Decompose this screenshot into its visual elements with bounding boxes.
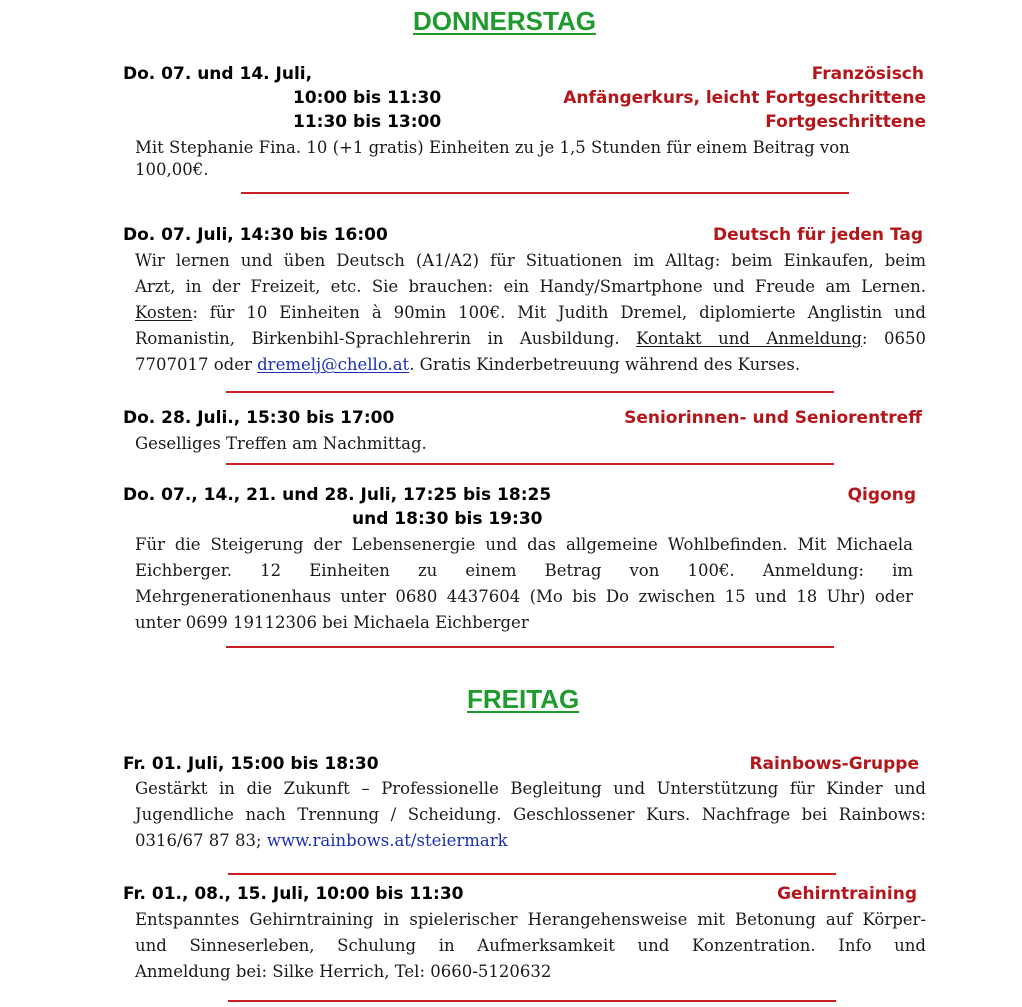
description-line: Mit Stephanie Fina. 10 (+1 gratis) Einheiten zu je 1,5 Stunden für einem Beitrag von <box>135 138 850 157</box>
event-date-rainbows: Fr. 01. Juli, 15:00 bis 18:30 <box>123 754 379 774</box>
description-line: Jugendliche nach Trennung / Scheidung. Geschlossener Kurs. Nachfrage bei Rainbows: <box>135 805 926 824</box>
text-span: : 0650 <box>861 329 926 348</box>
event-description-seniorentreff: Geselliges Treffen am Nachmittag. <box>135 434 427 453</box>
event-title-deutsch: Deutsch für jeden Tag <box>712 225 923 245</box>
event-date-franzoesisch: Do. 07. und 14. Juli, <box>123 64 313 84</box>
description-line: Gestärkt in die Zukunft – Professionelle Begleitung und Unterstützung für Kinder und <box>135 779 926 798</box>
description-line <box>135 352 926 378</box>
event-date-qigong: Do. 07., 14., 21. und 28. Juli, 17:25 bis 18:25 <box>123 485 552 505</box>
event-description-gehirntraining <box>135 907 926 985</box>
event-date-deutsch: Do. 07. Juli, 14:30 bis 16:00 <box>123 225 388 245</box>
kosten-text: : für 10 Einheiten à 90min 100€. Mit Judith Dremel, diplomierte Anglistin und <box>192 303 926 322</box>
rainbows-link[interactable]: www.rainbows.at/steiermark <box>266 831 508 850</box>
description-line <box>135 300 926 326</box>
separator-rule <box>226 463 834 465</box>
event-date-qigong-second: und 18:30 bis 19:30 <box>352 509 543 529</box>
event-level-beginner: Anfängerkurs, leicht Fortgeschrittene <box>563 88 926 108</box>
event-title-rainbows: Rainbows-Gruppe <box>749 754 919 774</box>
text-span: . Gratis Kinderbetreuung während des Kurses. <box>409 355 801 374</box>
separator-rule <box>241 192 849 194</box>
description-line: Anmeldung bei: Silke Herrich, Tel: 0660-5120632 <box>135 962 552 981</box>
event-title-qigong: Qigong <box>847 485 916 505</box>
event-date-gehirntraining: Fr. 01., 08., 15. Juli, 10:00 bis 11:30 <box>123 884 464 904</box>
event-description-qigong <box>135 532 913 636</box>
description-line: Für die Steigerung der Lebensenergie und das allgemeine Wohlbefinden. Mit Michaela <box>135 535 913 554</box>
section-heading-freitag: FREITAG <box>467 684 580 714</box>
description-line: Mehrgenerationenhaus unter 0680 4437604 (Mo bis Do zwischen 15 und 18 Uhr) oder <box>135 587 913 606</box>
text-span: Romanistin, Birkenbihl-Sprachlehrerin in Ausbildung. <box>135 329 637 348</box>
description-line <box>135 828 926 854</box>
description-line: Eichberger. 12 Einheiten zu einem Betrag von 100€. Anmeldung: im <box>135 561 913 580</box>
event-description-rainbows <box>135 776 926 854</box>
description-line: Entspanntes Gehirntraining in spielerischer Herangehensweise mit Betonung auf Körper- <box>135 910 926 929</box>
separator-rule <box>226 646 834 648</box>
kontakt-label: Kontakt und Anmeldung <box>636 329 862 348</box>
separator-rule <box>228 1000 836 1002</box>
kosten-label: Kosten <box>135 303 193 322</box>
description-line: unter 0699 19112306 bei Michaela Eichberger <box>135 613 529 632</box>
event-title-franzoesisch: Französisch <box>811 64 924 84</box>
event-title-gehirntraining: Gehirntraining <box>777 884 917 904</box>
event-level-advanced: Fortgeschrittene <box>765 112 926 132</box>
description-line <box>135 326 926 352</box>
text-span: 7707017 oder <box>135 355 258 374</box>
description-line: Wir lernen und üben Deutsch (A1/A2) für Situationen im Alltag: beim Einkaufen, beim <box>135 251 926 270</box>
section-heading-donnerstag: DONNERSTAG <box>413 6 596 36</box>
description-line: 100,00€. <box>135 160 209 179</box>
event-date-seniorentreff: Do. 28. Juli., 15:30 bis 17:00 <box>123 408 395 428</box>
separator-rule <box>228 873 836 875</box>
email-link[interactable]: dremelj@chello.at <box>257 355 410 374</box>
text-span: 0316/67 87 83; <box>135 831 267 850</box>
event-time-beginner: 10:00 bis 11:30 <box>293 88 442 108</box>
event-time-advanced: 11:30 bis 13:00 <box>293 112 442 132</box>
description-line: Arzt, in der Freizeit, etc. Sie brauchen: ein Handy/Smartphone und Freude am Lernen. <box>135 277 926 296</box>
separator-rule <box>226 391 834 393</box>
description-line: und Sinneserleben, Schulung in Aufmerksamkeit und Konzentration. Info und <box>135 936 926 955</box>
event-description-deutsch <box>135 248 926 378</box>
event-title-seniorentreff: Seniorinnen- und Seniorentreff <box>624 408 922 428</box>
event-description-franzoesisch <box>135 135 880 183</box>
